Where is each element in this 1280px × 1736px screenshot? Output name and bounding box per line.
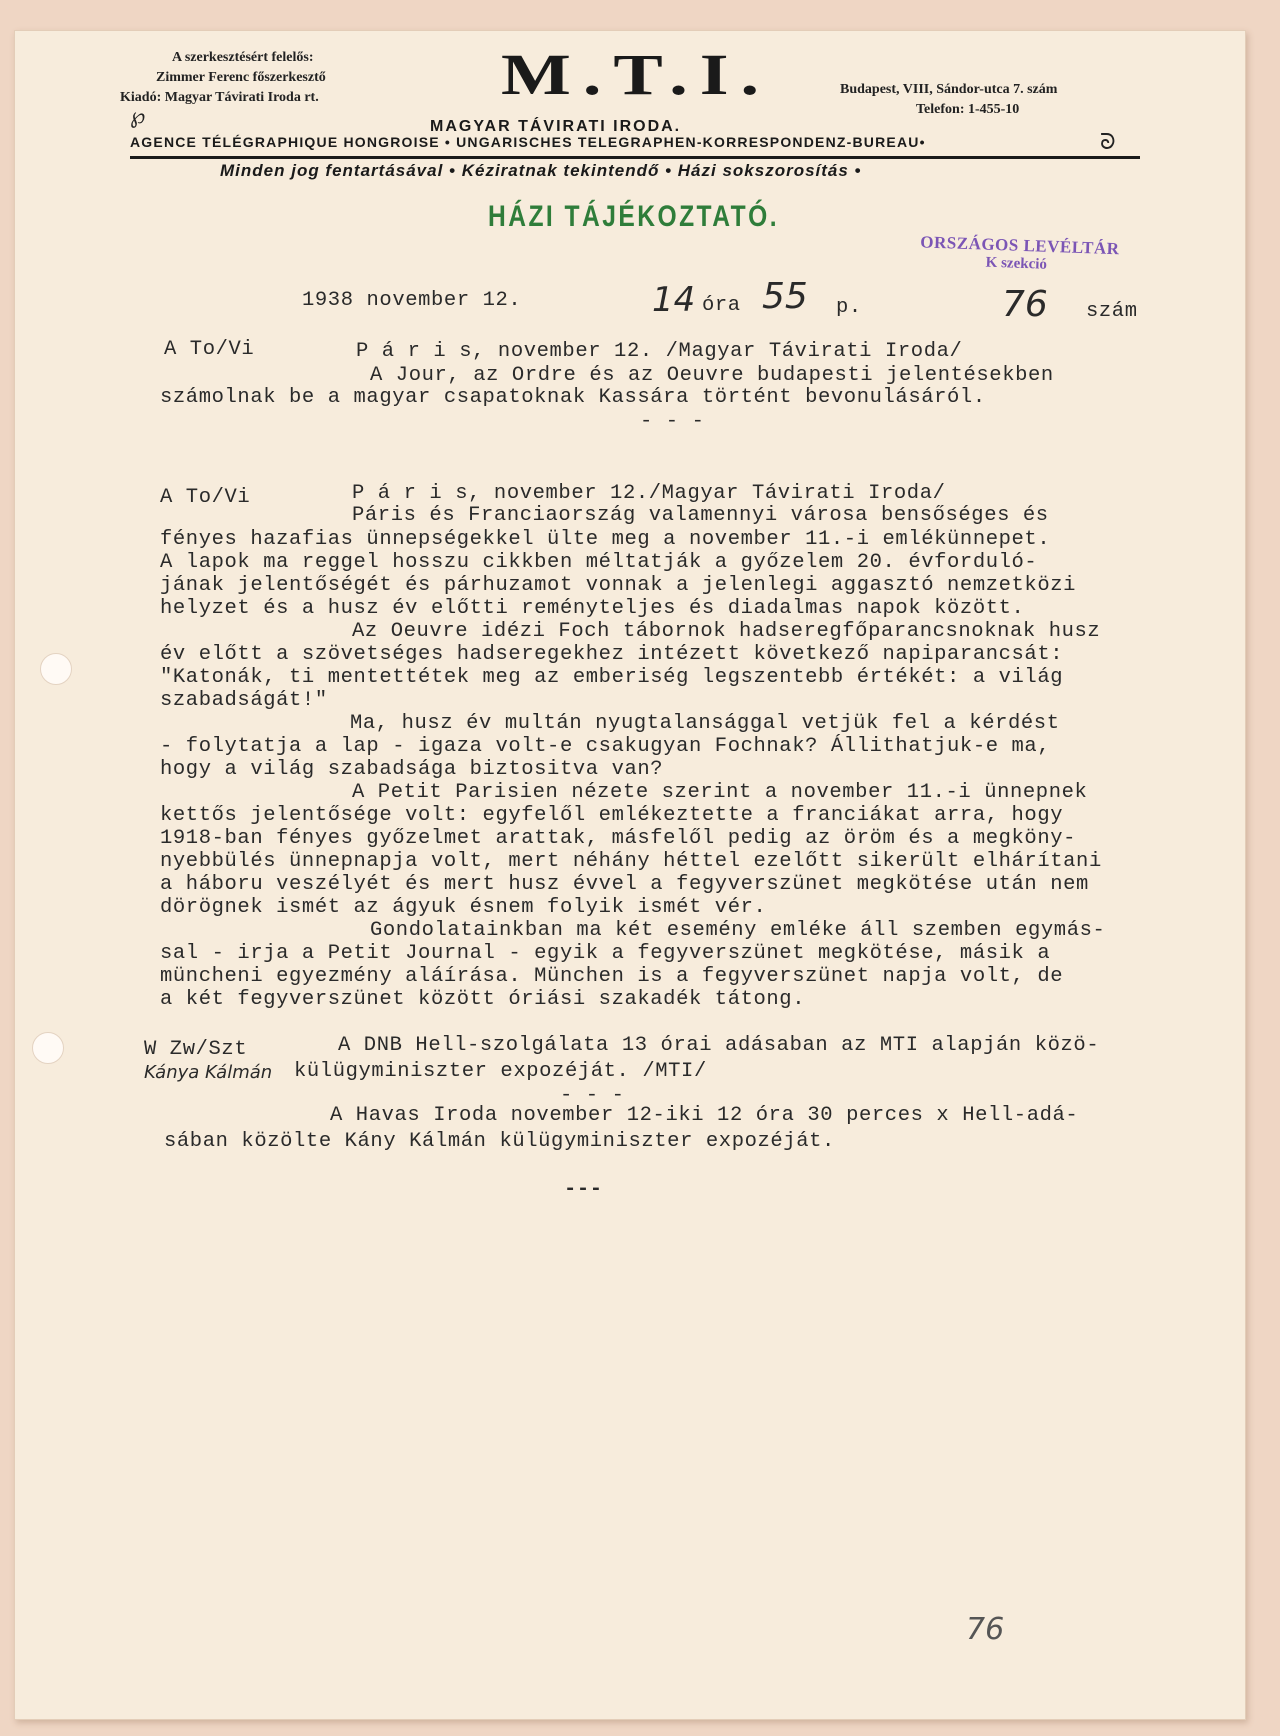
masthead-left xyxy=(120,48,420,108)
masthead-band-languages: AGENCE TÉLÉGRAPHIQUE HONGROISE • UNGARISCHES TELEGRAPHEN-KORRESPONDENZ-BUREAU• xyxy=(130,134,926,150)
stamp-line-1: ORSZÁGOS LEVÉLTÁR xyxy=(920,232,1120,259)
item-2-line: P á r i s, november 12./Magyar Távirati Iroda/ xyxy=(352,482,946,505)
item-2-line: A lapok ma reggel hosszu cikkben méltatják a győzelem 20. évforduló- xyxy=(160,551,1038,574)
masthead-editor-label: A szerkesztésért felelős: xyxy=(172,50,314,65)
masthead-right xyxy=(840,80,1140,120)
item-4-line: sában közölte Kány Kálmán külügyminiszter expozéját. xyxy=(164,1130,835,1153)
item-2-line: 1918-ban fényes győzelmet arattak, másfelől pedig az öröm és a megköny- xyxy=(160,827,1077,850)
item-2-line: "Katonák, ti mentettétek meg az emberiség legszentebb értékét: a világ xyxy=(160,666,1064,689)
item-2-line: müncheni egyezmény aláírása. München is a fegyverszünet napja volt, de xyxy=(160,965,1064,988)
masthead-address: Budapest, VIII, Sándor-utca 7. szám xyxy=(840,82,1058,97)
dateline-minute: 55 xyxy=(762,276,808,317)
item-2-line: fényes hazafias ünnepségekkel ülte meg a november 11.-i emlékünnepet. xyxy=(160,528,1051,551)
item-2-line: szabadságát!" xyxy=(160,689,328,712)
dateline-number-label: szám xyxy=(1086,300,1138,323)
item-2-line: jának jelentőségét és párhuzamot vonnak a jelenlegi aggasztó nemzetközi xyxy=(160,574,1077,597)
item-2-line: Gondolatainkban ma két esemény emléke áll szemben egymás- xyxy=(370,919,1106,942)
masthead-band-hungarian: MAGYAR TÁVIRATI IRODA. xyxy=(430,118,682,135)
item-2-line: Az Oeuvre idézi Foch tábornok hadseregfőparancsnoknak husz xyxy=(352,620,1101,643)
archive-stamp xyxy=(919,232,1130,276)
dateline-date: 1938 november 12. xyxy=(302,289,522,312)
masthead-phone: Telefon: 1-455-10 xyxy=(916,102,1020,117)
dateline-hour-label: óra xyxy=(702,294,741,317)
punch-hole-bottom xyxy=(32,1032,64,1064)
item-2-line: a két fegyverszünet között óriási szakadék tátong. xyxy=(160,988,806,1011)
item-4-line: A Havas Iroda november 12-iki 12 óra 30 perces x Hell-adá- xyxy=(330,1104,1079,1127)
document-subtitle: HÁZI TÁJÉKOZTATÓ. xyxy=(488,200,779,233)
item-2-line: - folytatja a lap - igaza volt-e csakugyan Fochnak? Állithatjuk-e ma, xyxy=(160,735,1051,758)
item-1-code: A To/Vi xyxy=(164,338,255,361)
item-2-line: sal - irja a Petit Journal - egyik a fegyverszünet megkötése, másik a xyxy=(160,942,1051,965)
item-1-separator: - - - xyxy=(640,410,705,433)
item-2-line: helyzet és a husz év előtti reményteljes és diadalmas napok között. xyxy=(160,597,1025,620)
flourish-right-icon: ᘐ xyxy=(1100,130,1116,155)
masthead-editor: Zimmer Ferenc főszerkesztő xyxy=(156,70,326,85)
item-1-line: P á r i s, november 12. /Magyar Távirati Iroda/ xyxy=(356,340,963,363)
item-2-line: A Petit Parisien nézete szerint a november 11.-i ünnepnek xyxy=(352,781,1088,804)
item-3-line: külügyminiszter expozéját. /MTI/ xyxy=(294,1060,707,1083)
masthead-rule xyxy=(130,156,1140,159)
item-3-handnote: Kánya Kálmán xyxy=(144,1062,273,1083)
dateline-minute-label: p. xyxy=(836,296,862,319)
item-2-line: a háboru veszélyét és mert husz évvel a fegyverszünet megkötése után nem xyxy=(160,873,1089,896)
item-3-separator: - - - xyxy=(560,1084,625,1107)
item-3-line: A DNB Hell-szolgálata 13 órai adásaban az MTI alapján közö- xyxy=(338,1034,1100,1057)
dateline-hour: 14 xyxy=(652,280,696,320)
item-2-line: nyebbülés ünnepnapja volt, mert néhány héttel ezelőtt sikerült elhárítani xyxy=(160,850,1102,873)
item-2-code: A To/Vi xyxy=(160,486,251,509)
item-3-code: W Zw/Szt xyxy=(144,1038,248,1061)
item-2-line: Páris és Franciaország valamennyi városa bensőséges és xyxy=(352,504,1049,527)
item-1-line: számolnak be a magyar csapatoknak Kassára történt bevonulásáról. xyxy=(160,386,986,409)
stamp-line-2: K szekció xyxy=(985,254,1048,273)
item-4-end-mark: --- xyxy=(564,1178,603,1201)
page-number: 76 xyxy=(966,1612,1005,1647)
punch-hole-top xyxy=(40,653,72,685)
item-1-line: A Jour, az Ordre és az Oeuvre budapesti jelentésekben xyxy=(370,364,1054,387)
mti-logo: M.T.I. xyxy=(500,43,771,108)
masthead-publisher: Kiadó: Magyar Távirati Iroda rt. xyxy=(120,90,319,105)
masthead-band-rights: Minden jog fentartásával • Kéziratnak tekintendő • Házi sokszorosítás • xyxy=(220,161,862,180)
item-2-line: kettős jelentősége volt: egyfelől emlékeztette a franciákat arra, hogy xyxy=(160,804,1064,827)
item-2-line: hogy a világ szabadsága biztositva van? xyxy=(160,758,664,781)
item-2-line: dörögnek ismét az ágyuk ésnem folyik ismét vér. xyxy=(160,896,767,919)
item-2-line: Ma, husz év multán nyugtalansággal vetjük fel a kérdést xyxy=(350,712,1060,735)
flourish-left-icon: ℘ xyxy=(130,104,146,129)
dateline-number: 76 xyxy=(1002,284,1048,325)
item-2-line: év előtt a szövetséges hadseregekhez intézett következő napiparancsát: xyxy=(160,643,1064,666)
